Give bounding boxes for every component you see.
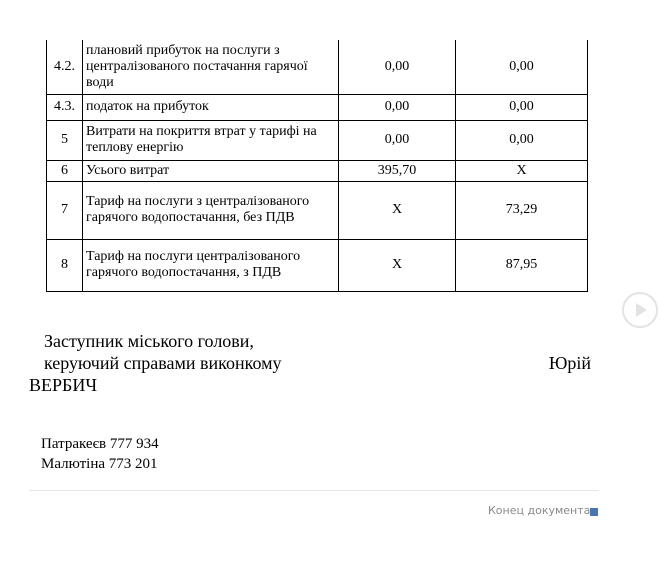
row-number: 5 bbox=[47, 120, 83, 160]
contacts-block bbox=[41, 434, 159, 474]
row-description: Витрати на покриття втрат у тарифі на теплову енергію bbox=[83, 120, 339, 160]
row-value-1: 0,00 bbox=[339, 94, 456, 120]
cost-table bbox=[46, 40, 588, 292]
row-value-1: Х bbox=[339, 239, 456, 291]
row-value-1: 0,00 bbox=[339, 120, 456, 160]
row-description: плановий прибуток на послуги з централізованого постачання гарячої води bbox=[83, 40, 339, 94]
end-divider bbox=[29, 490, 599, 491]
row-value-2: Х bbox=[456, 160, 588, 181]
end-of-document-label: Конец документа bbox=[488, 504, 591, 517]
play-button[interactable] bbox=[622, 292, 658, 328]
end-marker-square bbox=[590, 508, 598, 516]
row-value-1: 395,70 bbox=[339, 160, 456, 181]
table-row bbox=[47, 181, 588, 239]
row-value-2: 73,29 bbox=[456, 181, 588, 239]
table-row bbox=[47, 239, 588, 291]
row-value-1: Х bbox=[339, 181, 456, 239]
signature-position-line-1: Заступник міського голови, bbox=[44, 331, 254, 351]
signature-last-name: ВЕРБИЧ bbox=[29, 375, 98, 395]
row-description: Тариф на послуги централізованого гарячого водопостачання, з ПДВ bbox=[83, 239, 339, 291]
play-circle-icon bbox=[624, 294, 656, 326]
signature-block bbox=[29, 330, 591, 396]
row-value-2: 87,95 bbox=[456, 239, 588, 291]
table-row bbox=[47, 120, 588, 160]
signature-first-name: Юрій bbox=[548, 353, 591, 373]
table-row bbox=[47, 40, 588, 94]
row-number: 6 bbox=[47, 160, 83, 181]
signature-position-line-2: керуючий справами виконкому bbox=[44, 353, 282, 373]
contact-line: Патракеєв 777 934 bbox=[41, 436, 159, 452]
row-number: 7 bbox=[47, 181, 83, 239]
row-description: Усього витрат bbox=[83, 160, 339, 181]
row-number: 4.3. bbox=[47, 94, 83, 120]
row-value-2: 0,00 bbox=[456, 120, 588, 160]
row-description: Тариф на послуги з централізованого гарячого водопостачання, без ПДВ bbox=[83, 181, 339, 239]
contact-line: Малютіна 773 201 bbox=[41, 456, 158, 472]
table-row bbox=[47, 160, 588, 181]
row-value-2: 0,00 bbox=[456, 40, 588, 94]
row-value-1: 0,00 bbox=[339, 40, 456, 94]
row-number: 8 bbox=[47, 239, 83, 291]
row-value-2: 0,00 bbox=[456, 94, 588, 120]
row-description: податок на прибуток bbox=[83, 94, 339, 120]
row-number: 4.2. bbox=[47, 40, 83, 94]
table-row bbox=[47, 94, 588, 120]
